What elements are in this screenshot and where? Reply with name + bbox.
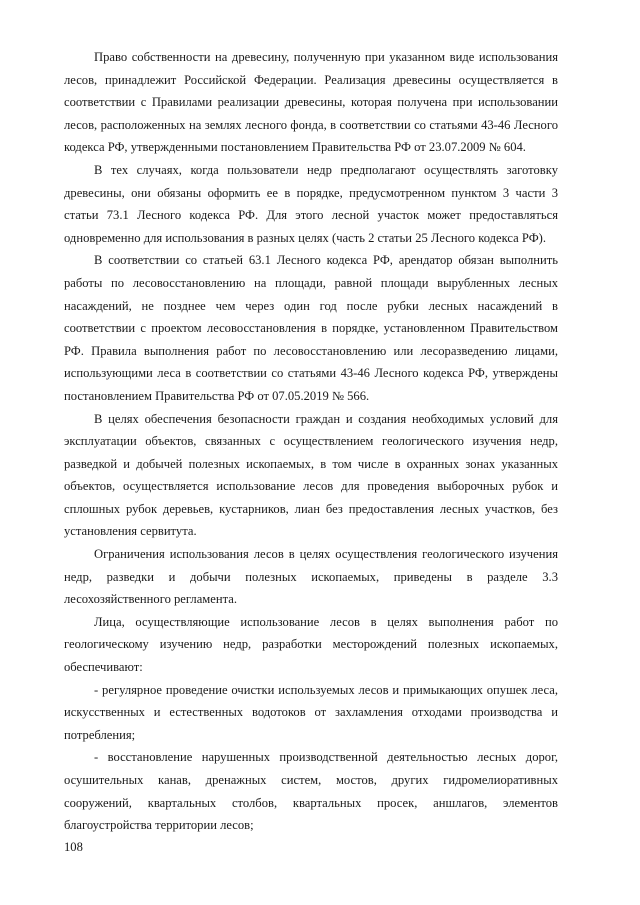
page-number: 108	[64, 840, 83, 854]
paragraph-timber-harvesting: В тех случаях, когда пользователи недр предполагают осуществлять заготовку древесины, они обязаны оформить ее в порядке, предусмотренном пунктом 3 части 3 статьи 73.1 Лесного кодекса РФ. Для этого лесной участок может предоставляться одновременно для использования в разных целях (часть 2 статьи 25 Лесного кодекса РФ).	[64, 162, 558, 245]
paragraph-restrictions: Ограничения использования лесов в целях осуществления геологического изучения недр, разведки и добычи полезных ископаемых, приведены в разделе 3.3 лесохозяйственного регламента.	[64, 547, 558, 607]
list-item-restoration: - восстановление нарушенных производственной деятельностью лесных дорог, осушительных канав, дренажных систем, мостов, других гидромелиоративных сооружений, квартальных столбов, квартальных просек, аншлагов, элементов благоустройства территории лесов;	[64, 750, 558, 833]
paragraph-reforestation: В соответствии со статьей 63.1 Лесного кодекса РФ, арендатор обязан выполнить работы по лесовосстановлению на площади, равной площади вырубленных лесных насаждений, не позднее чем через один год после рубки лесных насаждений в соответствии с проектом лесовосстановления в порядке, установленном Правительством РФ. Правила выполнения работ по лесовосстановлению или лесоразведению лицами, использующими леса в соответствии со статьями 43-46 Лесного кодекса РФ, утверждены постановлением Правительства РФ от 07.05.2019 № 566.	[64, 253, 558, 403]
list-item-cleaning: - регулярное проведение очистки используемых лесов и примыкающих опушек леса, искусственных и естественных водотоков от захламления отходами производства и потребления;	[64, 682, 558, 742]
paragraph-safety-logging: В целях обеспечения безопасности граждан и создания необходимых условий для эксплуатации объектов, связанных с осуществлением геологического изучения недр, разведкой и добычей полезных ископаемых, в том числе в охранных зонах указанных объектов, осуществляется использование лесов для проведения выборочных рубок и сплошных рубок деревьев, кустарников, лиан без предоставления лесных участков, без установления сервитута.	[64, 411, 558, 539]
paragraph-timber-ownership: Право собственности на древесину, полученную при указанном виде использования лесов, принадлежит Российской Федерации. Реализация древесины осуществляется в соответствии с Правилами реализации древесины, которая получена при использовании лесов, расположенных на землях лесного фонда, в соответствии со статьями 43-46 Лесного кодекса РФ, утвержденными постановлением Правительства РФ от 23.07.2009 № 604.	[64, 50, 558, 155]
document-body	[64, 46, 558, 837]
paragraph-obligations-intro: Лица, осуществляющие использование лесов в целях выполнения работ по геологическому изучению недр, разработки месторождений полезных ископаемых, обеспечивают:	[64, 614, 558, 675]
